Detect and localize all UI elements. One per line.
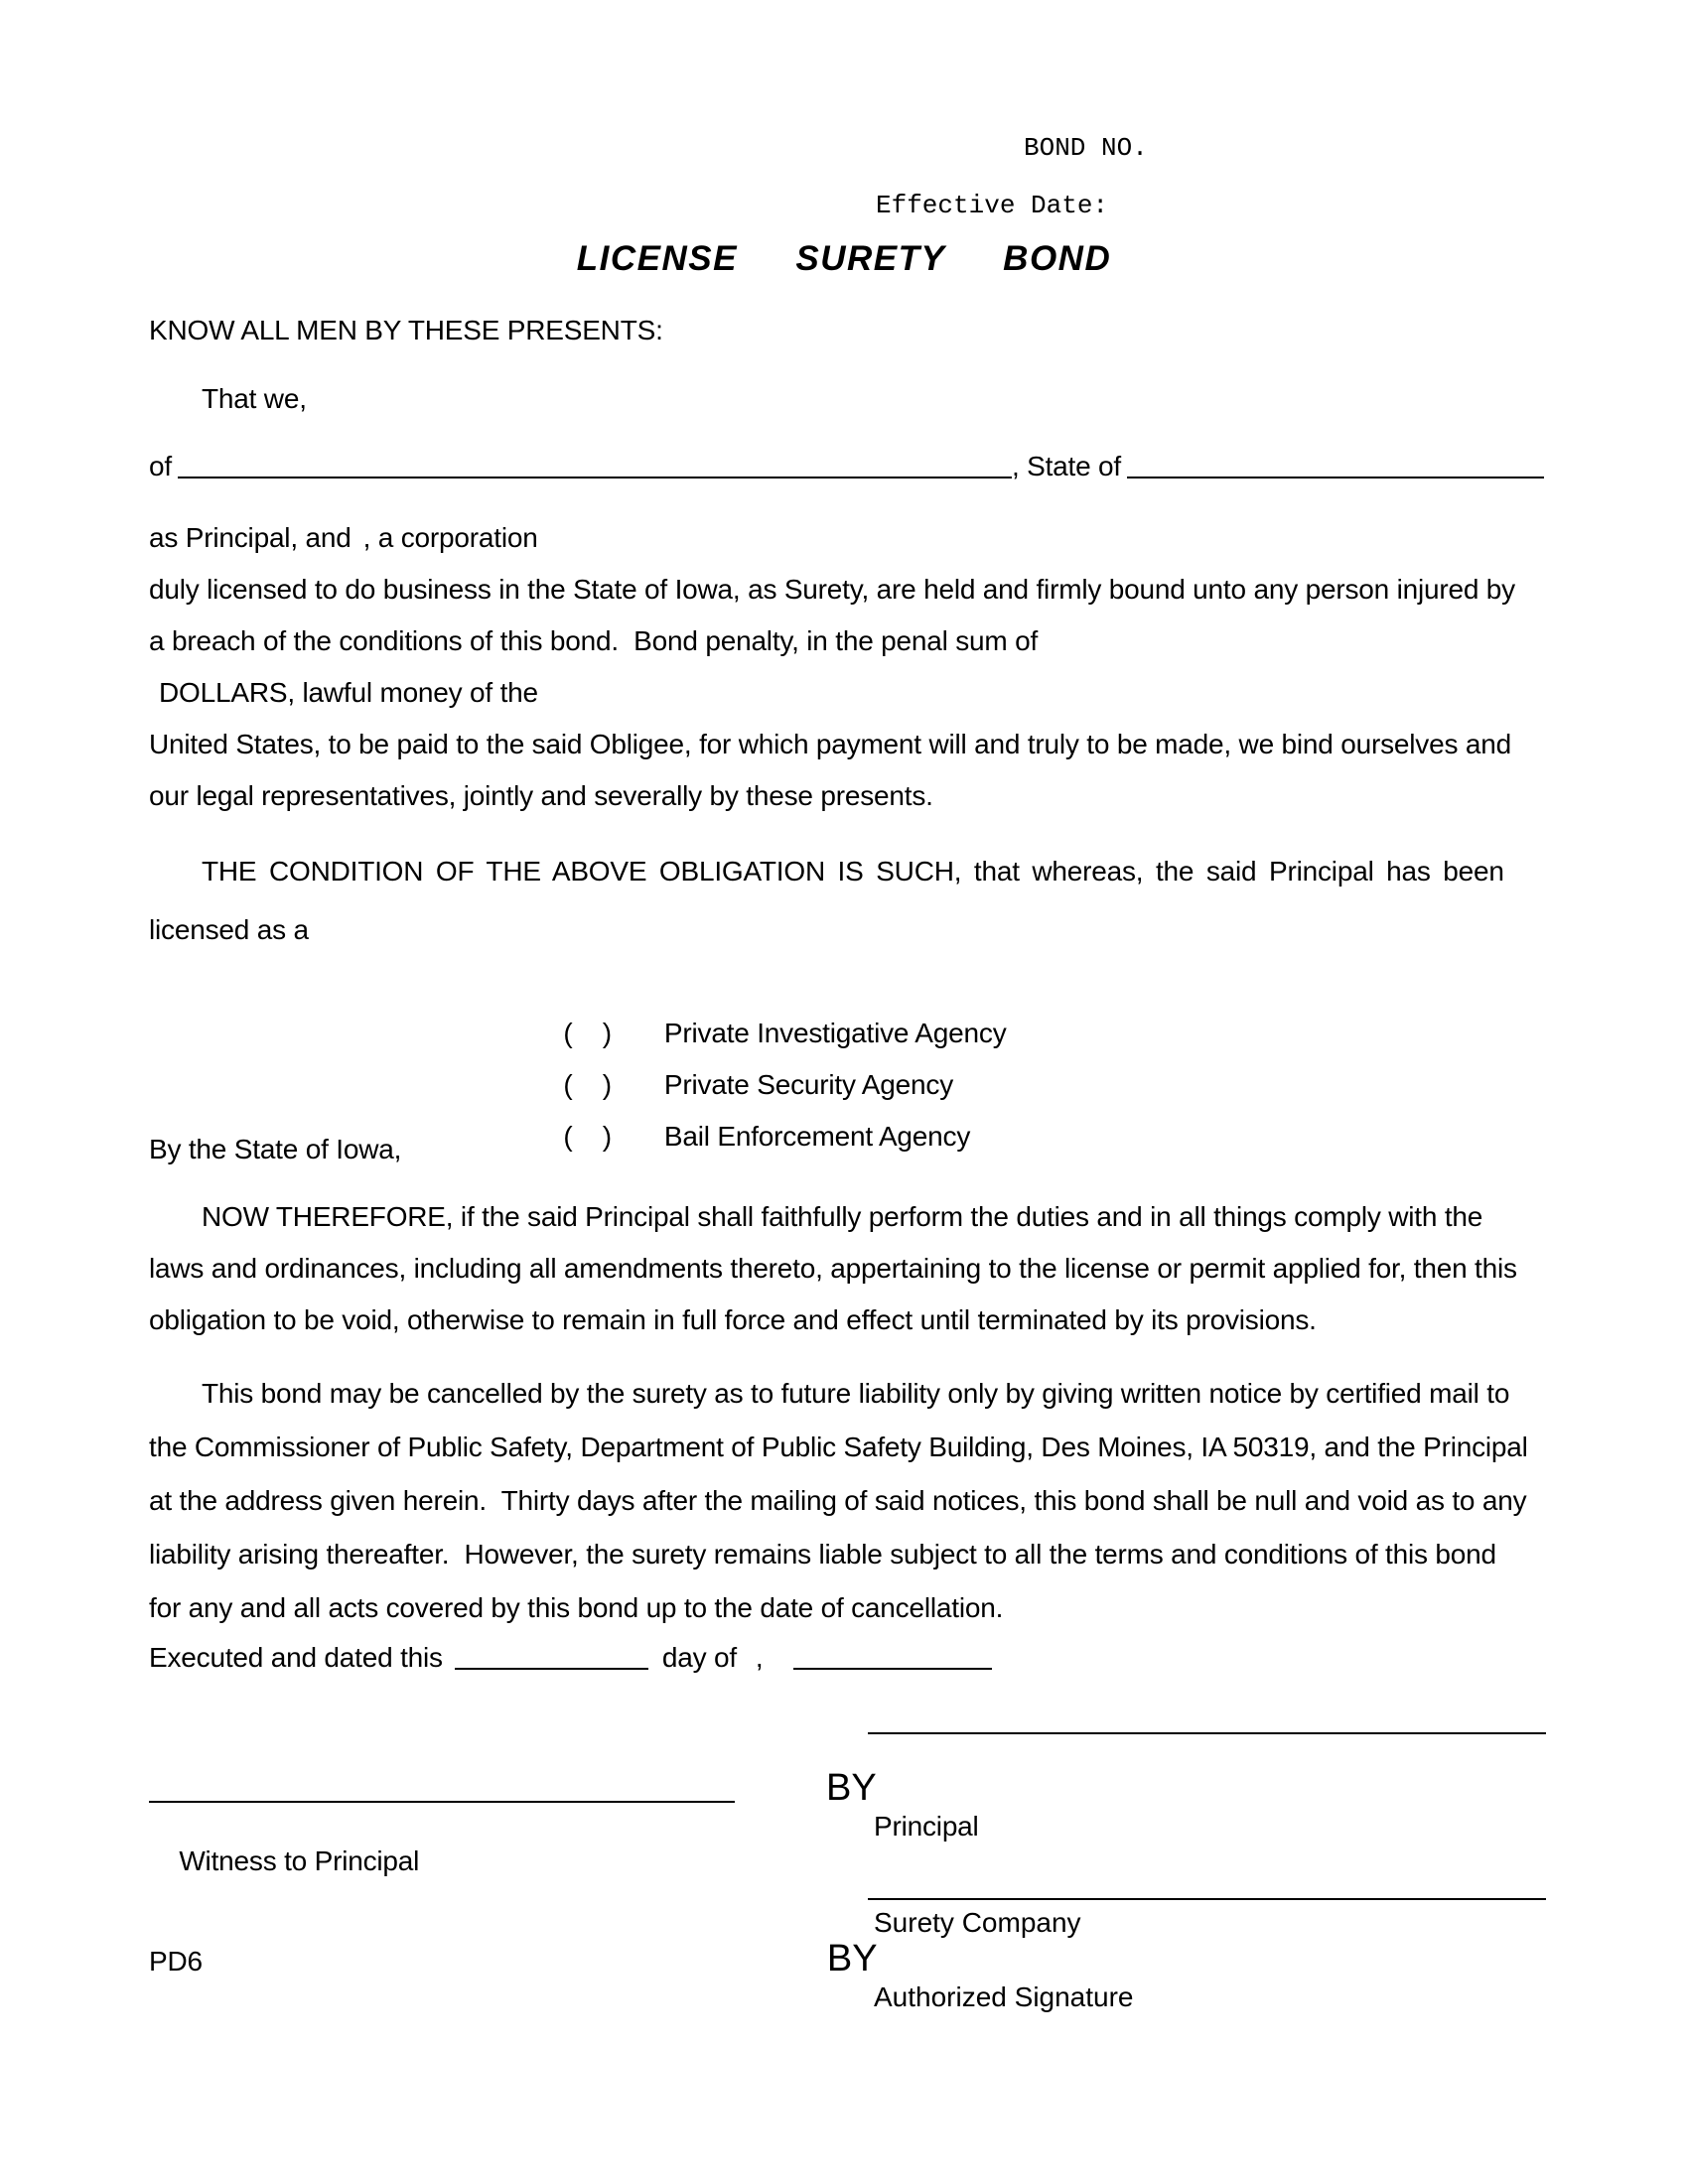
day-of-label: day of: [661, 1642, 737, 1673]
body-line: at the address given herein. Thirty days after the mailing of said notices, this bond shall be null and void as to any: [149, 1485, 1527, 1516]
signature-labels-row: [149, 1811, 1544, 1946]
form-number: PD6: [149, 1946, 203, 1977]
that-we-label: That we,: [202, 383, 307, 414]
comma-text: ,: [755, 1642, 764, 1673]
by-label: BY: [826, 1938, 878, 1979]
principal-label: Principal: [874, 1811, 979, 1842]
as-principal-row: [149, 521, 1544, 555]
state-blank: [1127, 475, 1544, 478]
surety-company-blank: [868, 1898, 1546, 1900]
option-label: Private Investigative Agency: [663, 1018, 1007, 1048]
a-corporation-label: , a corporation: [362, 522, 538, 553]
that-we-row: [149, 382, 1544, 416]
body-line: obligation to be void, otherwise to remain in full force and effect until terminated by its provisions.: [149, 1304, 1317, 1335]
body-line: our legal representatives, jointly and severally by these presents.: [149, 780, 933, 811]
state-of-label: , State of: [1011, 451, 1122, 481]
witness-signature-blank: [149, 1799, 735, 1803]
of-label: of: [149, 451, 172, 481]
dollars-row: [149, 676, 1544, 710]
option-label: Private Security Agency: [663, 1069, 954, 1100]
penal-sum-text: a breach of the conditions of this bond. Bond penalty, in the penal sum of: [149, 625, 1039, 656]
condition-line: THE CONDITION OF THE ABOVE OBLIGATION IS SUCH, that whereas, the said Principal has been: [202, 856, 1504, 887]
of-state-row: [149, 450, 1544, 483]
day-blank: [455, 1666, 648, 1670]
by-label: BY: [826, 1767, 877, 1809]
option-label: Bail Enforcement Agency: [663, 1121, 971, 1152]
surety-company-label: Surety Company: [874, 1907, 1081, 1938]
by-state-of-iowa-line: By the State of Iowa,: [149, 1134, 402, 1164]
body-line: United States, to be paid to the said Obligee, for which payment will and truly to be made, we bind ourselves and: [149, 729, 1511, 759]
checkbox-parens: ( ): [563, 1121, 612, 1152]
as-principal-label: as Principal, and: [149, 522, 352, 553]
bond-no-label: BOND NO.: [1024, 133, 1148, 163]
penal-sum-row: [149, 624, 1544, 658]
principal-company-blank: [868, 1732, 1546, 1734]
effective-date-label: Effective Date:: [876, 191, 1109, 220]
witness-to-principal-label: Witness to Principal: [179, 1845, 420, 1876]
executed-text: Executed and dated this: [149, 1642, 443, 1673]
body-line: liability arising thereafter. However, the surety remains liable subject to all the terms and conditions of this bond: [149, 1539, 1496, 1570]
body-line: for any and all acts covered by this bond up to the date of cancellation.: [149, 1592, 1004, 1623]
cancellation-line: This bond may be cancelled by the surety as to future liability only by giving written notice by certified mail to: [202, 1378, 1510, 1409]
licensed-as-a-line: licensed as a: [149, 914, 309, 945]
now-therefore-line: NOW THEREFORE, if the said Principal shall faithfully perform the duties and in all things comply with the: [202, 1201, 1483, 1232]
body-line: duly licensed to do business in the State of Iowa, as Surety, are held and firmly bound unto any person injured by: [149, 574, 1515, 605]
principal-address-blank: [178, 475, 1012, 478]
year-blank: [793, 1666, 992, 1670]
document-title: LICENSE SURETY BOND: [576, 239, 1112, 278]
bond-no-row: [1024, 133, 1544, 163]
authorized-signature-label: Authorized Signature: [874, 1981, 1134, 2012]
checkbox-parens: ( ): [563, 1018, 612, 1048]
effective-date-row: [876, 191, 1544, 220]
checkbox-parens: ( ): [563, 1069, 612, 1100]
principal-signature-row: [149, 1769, 1544, 1807]
body-line: the Commissioner of Public Safety, Department of Public Safety Building, Des Moines, IA 50319, and the Principal: [149, 1432, 1528, 1462]
body-line: laws and ordinances, including all amendments thereto, appertaining to the license or permit applied for, then this: [149, 1253, 1517, 1284]
know-all-men-heading: KNOW ALL MEN BY THESE PRESENTS:: [149, 315, 663, 345]
authorized-signature-row: [149, 1940, 1544, 1979]
executed-dated-row: [149, 1641, 1544, 1675]
dollars-text: DOLLARS, lawful money of the: [159, 677, 538, 708]
